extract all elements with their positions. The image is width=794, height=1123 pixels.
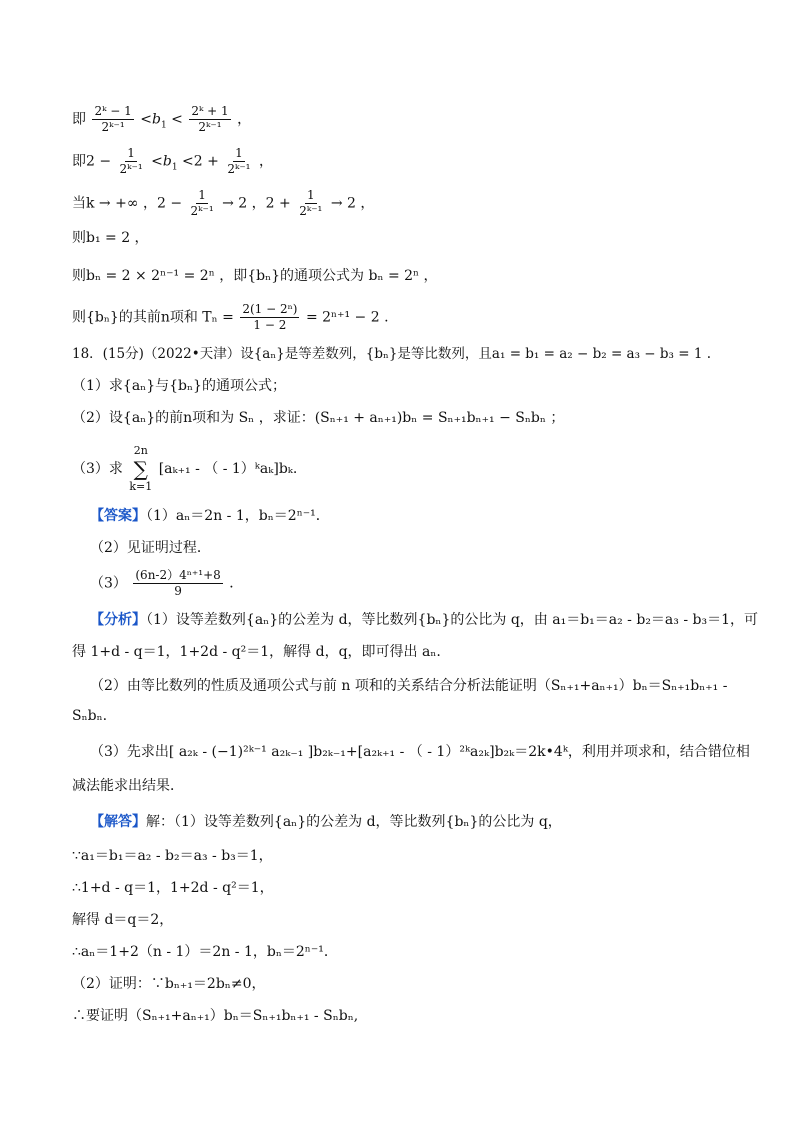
denominator: 2ᵏ⁻¹ xyxy=(198,120,222,134)
fraction xyxy=(92,104,133,135)
text: （1）设等差数列{aₙ}的公差为 d，等比数列{bₙ}的公比为 q，由 a₁＝b₁＝a₂ - b₂＝a₃ - b₃＝1，可 xyxy=(146,612,758,628)
numerator: 1 xyxy=(127,146,135,160)
text: （3） xyxy=(90,575,127,592)
analysis-line-3: （2）由等比数列的性质及通项公式与前 n 项和的关系结合分析法能证明（Sₙ₊₁+aₙ₊₁）bₙ＝Sₙ₊₁bₙ₊₁ - xyxy=(90,678,728,694)
problem-part-3 xyxy=(72,444,297,494)
text: = 2ⁿ⁺¹ − 2 . xyxy=(305,309,389,326)
text: ， xyxy=(237,111,252,128)
problem-heading: 18．(15分)（2022•天津）设{aₙ}是等差数列，{bₙ}是等比数列，且a₁ = b₁ = a₂ − b₂ = a₃ − b₃ = 1 . xyxy=(72,346,712,362)
denominator: 9 xyxy=(174,584,182,598)
numerator: 2ᵏ − 1 xyxy=(94,104,132,118)
solution-line-6: （2）证明：∵bₙ₊₁＝2bₙ≠0， xyxy=(72,976,266,992)
text: [aₖ₊₁ - （ - 1）ᵏaₖ]bₖ. xyxy=(158,461,298,477)
denominator: 2ᵏ⁻¹ xyxy=(190,204,214,218)
numerator: 2(1 − 2ⁿ) xyxy=(242,302,298,316)
sigma-symbol: ∑ xyxy=(133,457,148,481)
numerator: 1 xyxy=(198,188,206,202)
analysis-line-5: （3）先求出[ a₂ₖ - (−1)²ᵏ⁻¹ a₂ₖ₋₁ ]b₂ₖ₋₁+[a₂ₖ₊₁ - （ - 1）²ᵏa₂ₖ]b₂ₖ＝2k•4ᵏ，利用并项求和，结合错位相 xyxy=(90,744,750,760)
text: < xyxy=(171,111,183,128)
limit-line xyxy=(72,188,374,219)
denominator: 1 − 2 xyxy=(253,318,287,332)
text: <2 + xyxy=(182,153,219,170)
b1-line: 则b₁ = 2 ， xyxy=(72,230,149,246)
bn-formula-line: 则bₙ = 2 × 2ⁿ⁻¹ = 2ⁿ ，即{bₙ}的通项公式为 bₙ = 2ⁿ ， xyxy=(72,268,438,284)
problem-part-1: （1）求{aₙ}与{bₙ}的通项公式； xyxy=(72,378,286,394)
text: 当k → +∞ ，2 − xyxy=(72,195,183,212)
numerator: 1 xyxy=(306,188,315,202)
fraction xyxy=(240,302,299,333)
answer-tag: 【答案】 xyxy=(90,508,146,524)
summation xyxy=(129,444,152,494)
text: 即 xyxy=(72,111,86,128)
analysis-line-4: Sₙbₙ. xyxy=(72,708,108,724)
text: 则{bₙ}的其前n项和 Tₙ = xyxy=(72,309,234,326)
answer-line-1 xyxy=(90,506,330,526)
denominator: 2ᵏ⁻¹ xyxy=(119,162,143,176)
problem-part-2: （2）设{aₙ}的前n项和为 Sₙ ，求证：(Sₙ₊₁ + aₙ₊₁)bₙ = Sₙ₊₁bₙ₊₁ − Sₙbₙ ； xyxy=(72,410,565,426)
text: ． xyxy=(229,575,244,592)
solution-line-4: 解得 d＝q＝2， xyxy=(72,912,174,928)
answer-line-3 xyxy=(90,568,243,599)
solution-line-1 xyxy=(90,812,562,832)
numerator: 1 xyxy=(235,146,243,160)
fraction xyxy=(189,188,216,219)
numerator: (6n-2）4ⁿ⁺¹+8 xyxy=(135,568,221,582)
text: 解：（1）设等差数列{aₙ}的公差为 d，等比数列{bₙ}的公比为 q， xyxy=(146,814,562,830)
text: → 2 ，2 + xyxy=(222,195,291,212)
fraction xyxy=(297,188,324,219)
analysis-tag: 【分析】 xyxy=(90,612,146,628)
analysis-line-6: 减法能求出结果． xyxy=(72,778,184,794)
solution-line-3: ∴1+d - q＝1，1+2d - q²＝1， xyxy=(72,880,274,896)
solution-tag: 【解答】 xyxy=(90,814,146,830)
sum-lower: k=1 xyxy=(129,480,153,493)
fraction xyxy=(225,146,252,177)
inequality-line-1: 即 $\frac{\text{2ᵏ − 1}}{\text{2ᵏ⁻¹}}$ $<b_1$ < $\frac{\text{2ᵏ + 1}}{\text{2ᵏ⁻¹}}$ ， xyxy=(72,104,252,134)
solution-line-7: ∴要证明（Sₙ₊₁+aₙ₊₁）bₙ＝Sₙ₊₁bₙ₊₁ - Sₙbₙ, xyxy=(72,1008,359,1024)
solution-line-5: ∴aₙ＝1+2（n - 1）＝2n - 1，bₙ＝2ⁿ⁻¹． xyxy=(72,944,338,960)
text: → 2 ， xyxy=(330,195,375,212)
text: 即2 − xyxy=(72,153,112,170)
solution-line-2: ∵a₁＝b₁＝a₂ - b₂＝a₃ - b₃＝1， xyxy=(72,848,273,864)
analysis-line-1 xyxy=(90,610,758,630)
text: <b xyxy=(140,111,161,128)
denominator: 2ᵏ⁻¹ xyxy=(299,204,323,218)
fraction xyxy=(189,104,230,135)
fraction xyxy=(118,146,145,177)
tn-line xyxy=(72,302,389,333)
numerator: 2ᵏ + 1 xyxy=(191,104,229,118)
fraction xyxy=(133,568,222,599)
text: （1）aₙ＝2n - 1，bₙ＝2ⁿ⁻¹． xyxy=(146,508,330,524)
sum-upper: 2n xyxy=(133,444,148,457)
text: （3）求 xyxy=(72,461,123,477)
denominator: 2ᵏ⁻¹ xyxy=(101,120,125,134)
denominator: 2ᵏ⁻¹ xyxy=(227,162,251,176)
answer-line-2: （2）见证明过程． xyxy=(90,540,211,556)
inequality-line-2: 即2 − $\frac{1}{\text{2ᵏ⁻¹}}$ $<b_1 <2$ + $\frac{1}{\text{2ᵏ⁻¹}}$ ， xyxy=(72,146,273,176)
analysis-line-2: 得 1+d - q＝1，1+2d - q²＝1，解得 d，q，即可得出 aₙ. xyxy=(72,644,441,660)
text: <b xyxy=(151,153,172,170)
text: ， xyxy=(258,153,273,170)
